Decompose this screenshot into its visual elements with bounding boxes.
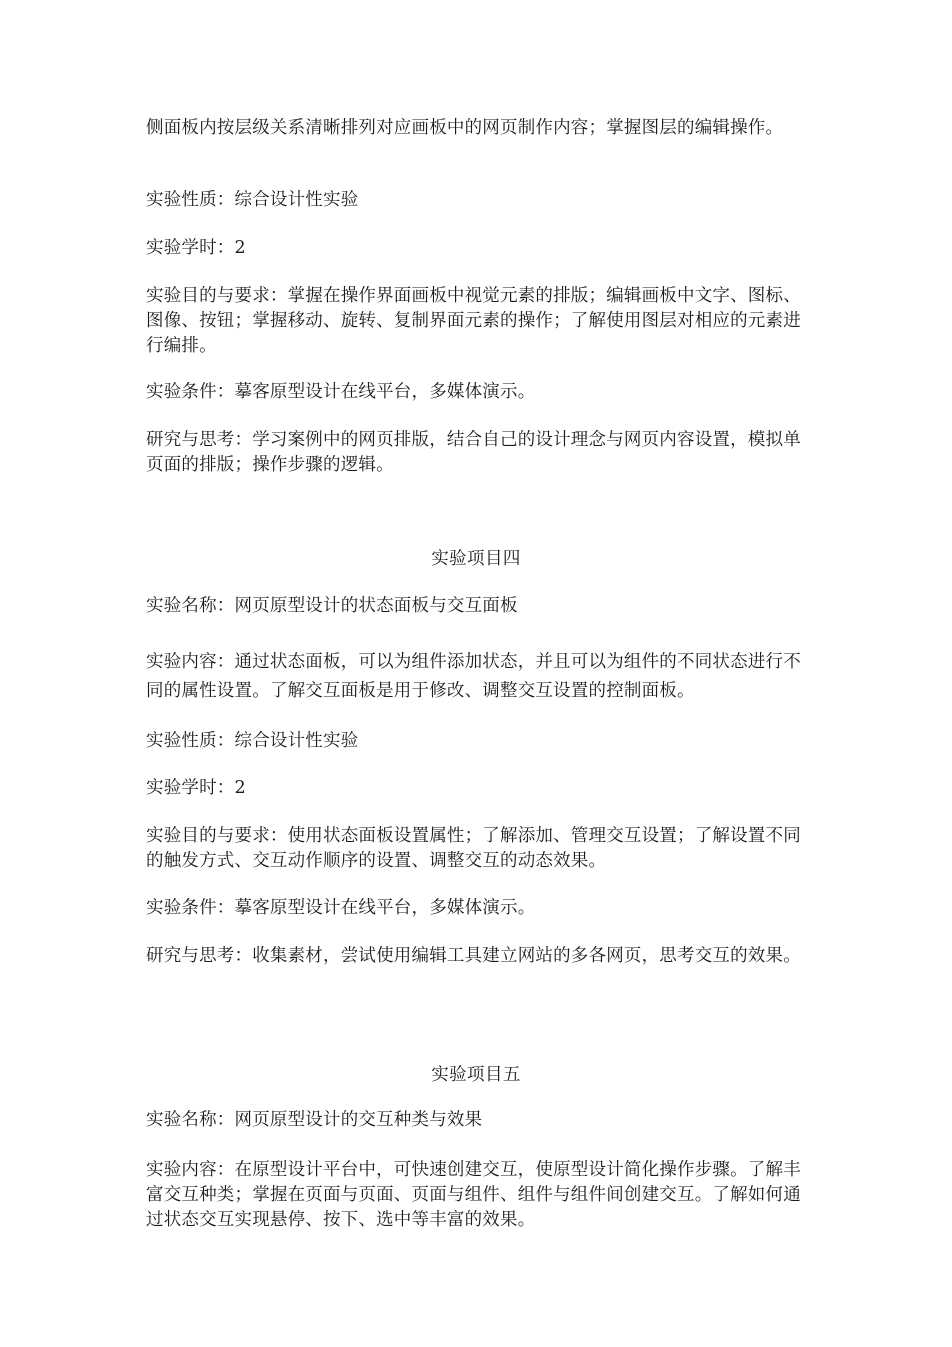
project3-goals: 实验目的与要求：掌握在操作界面画板中视觉元素的排版；编辑画板中文字、图标、图像、按钮；掌握移动、旋转、复制界面元素的操作；了解使用图层对相应的元素进行编排。 [146, 286, 801, 356]
project4-name: 实验名称：网页原型设计的状态面板与交互面板 [146, 596, 518, 616]
project4-nature: 实验性质：综合设计性实验 [146, 731, 359, 751]
project3-conditions: 实验条件：摹客原型设计在线平台，多媒体演示。 [146, 382, 536, 402]
project5-heading: 实验项目五 [431, 1065, 521, 1085]
project4-research: 研究与思考：收集素材，尝试使用编辑工具建立网站的多各网页，思考交互的效果。 [146, 946, 801, 966]
project3-research: 研究与思考：学习案例中的网页排版，结合自己的设计理念与网页内容设置，模拟单页面的排版；操作步骤的逻辑。 [146, 430, 801, 475]
project4-hours: 实验学时：2 [146, 778, 246, 798]
project5-content: 实验内容：在原型设计平台中，可快速创建交互，使原型设计简化操作步骤。了解丰富交互种类；掌握在页面与页面、页面与组件、组件与组件间创建交互。了解如何通过状态交互实现悬停、按下、选中等丰富的效果。 [146, 1160, 801, 1230]
project4-conditions: 实验条件：摹客原型设计在线平台，多媒体演示。 [146, 898, 536, 918]
carryover-paragraph: 侧面板内按层级关系清晰排列对应画板中的网页制作内容；掌握图层的编辑操作。 [146, 118, 784, 138]
project3-hours: 实验学时：2 [146, 238, 246, 258]
project4-content: 实验内容：通过状态面板，可以为组件添加状态，并且可以为组件的不同状态进行不同的属性设置。了解交互面板是用于修改、调整交互设置的控制面板。 [146, 652, 801, 701]
project4-heading: 实验项目四 [431, 549, 521, 569]
project5-name: 实验名称：网页原型设计的交互种类与效果 [146, 1110, 483, 1130]
project3-nature: 实验性质：综合设计性实验 [146, 190, 359, 210]
project4-goals: 实验目的与要求：使用状态面板设置属性；了解添加、管理交互设置；了解设置不同的触发方式、交互动作顺序的设置、调整交互的动态效果。 [146, 826, 801, 871]
